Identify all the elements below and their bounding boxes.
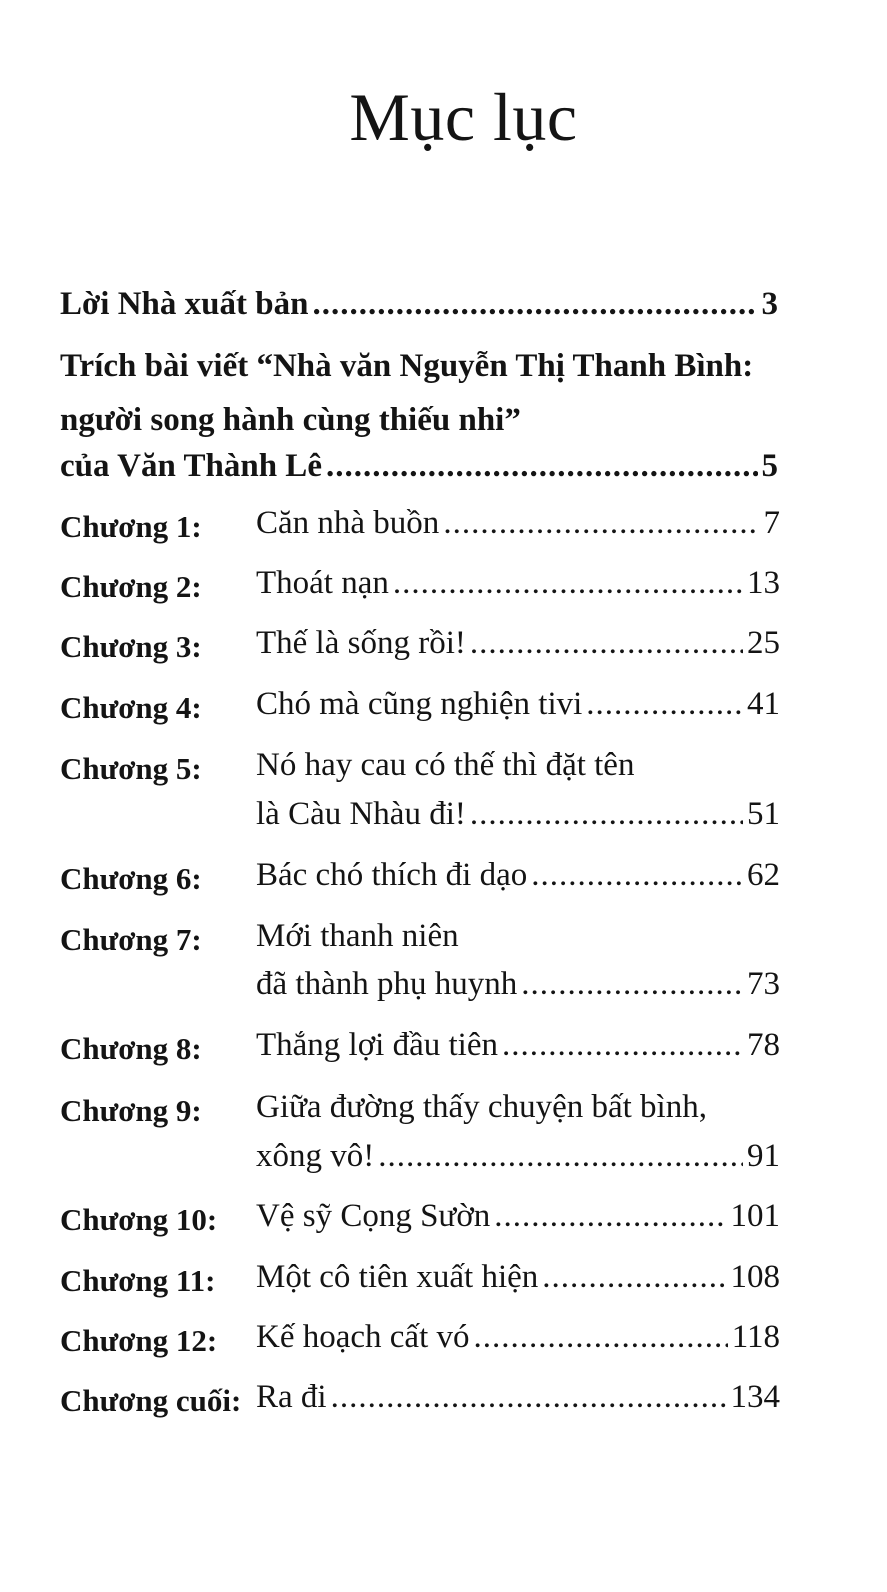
toc-entry-excerpt xyxy=(60,446,778,486)
chapter-title: Một cô tiên xuất hiện xyxy=(256,1259,539,1295)
toc-entry-chapter-7 xyxy=(256,964,780,1004)
chapter-label: Chương 11: xyxy=(60,1263,216,1298)
toc-page-number: 62 xyxy=(747,857,780,893)
dot-leader xyxy=(586,684,743,724)
toc-entry-excerpt-line2: người song hành cùng thiếu nhi” xyxy=(60,402,521,438)
chapter-title: Chó mà cũng nghiện tivi xyxy=(256,686,583,722)
dot-leader xyxy=(470,623,743,663)
toc-page-number: 118 xyxy=(731,1319,780,1355)
chapter-label: Chương 4: xyxy=(60,690,202,725)
toc-entry-chapter-final xyxy=(256,1377,780,1417)
toc-entry-chapter-3 xyxy=(256,623,780,663)
dot-leader xyxy=(393,563,743,603)
toc-page-number: 51 xyxy=(747,796,780,832)
chapter-label: Chương 3: xyxy=(60,629,202,664)
chapter-title: Căn nhà buồn xyxy=(256,505,440,541)
toc-entry-chapter-1 xyxy=(256,503,780,543)
page-title: Mục lục xyxy=(349,79,578,155)
chapter-title: Thắng lợi đầu tiên xyxy=(256,1027,498,1063)
toc-entry-chapter-11 xyxy=(256,1257,780,1297)
toc-page-number: 25 xyxy=(747,625,780,661)
toc-entry-chapter-6 xyxy=(256,855,780,895)
chapter-title-line1: Giữa đường thấy chuyện bất bình, xyxy=(256,1089,707,1125)
chapter-label: Chương 10: xyxy=(60,1202,218,1237)
dot-leader xyxy=(470,794,743,834)
toc-page-number: 41 xyxy=(747,686,780,722)
dot-leader xyxy=(443,503,759,543)
chapter-title-line1: Mới thanh niên xyxy=(256,918,459,954)
toc-page-number: 13 xyxy=(747,565,780,601)
toc-entry-title: của Văn Thành Lê xyxy=(60,448,322,484)
chapter-title-line1: Nó hay cau có thế thì đặt tên xyxy=(256,747,635,783)
chapter-label: Chương 6: xyxy=(60,861,202,896)
toc-page-number: 73 xyxy=(747,966,780,1002)
toc-page-number: 3 xyxy=(761,286,778,322)
toc-page-number: 134 xyxy=(730,1379,780,1415)
dot-leader xyxy=(312,284,757,324)
toc-entry-publisher-note xyxy=(60,284,778,324)
dot-leader xyxy=(331,1377,727,1417)
chapter-label: Chương 1: xyxy=(60,509,202,544)
chapter-title: Thoát nạn xyxy=(256,565,389,601)
toc-page-number: 5 xyxy=(761,448,778,484)
toc-entry-excerpt-line1: Trích bài viết “Nhà văn Nguyễn Thị Thanh Bình: xyxy=(60,348,754,384)
chapter-label: Chương 2: xyxy=(60,569,202,604)
toc-entry-chapter-10 xyxy=(256,1196,780,1236)
chapter-title: Thế là sống rồi! xyxy=(256,625,466,661)
toc-entry-chapter-9 xyxy=(256,1136,780,1176)
toc-page-number: 7 xyxy=(763,505,780,541)
chapter-label: Chương 7: xyxy=(60,922,202,957)
chapter-title: Kế hoạch cất vó xyxy=(256,1319,470,1355)
dot-leader xyxy=(542,1257,726,1297)
toc-page-number: 91 xyxy=(747,1138,780,1174)
chapter-title: Ra đi xyxy=(256,1379,327,1415)
dot-leader xyxy=(494,1196,726,1236)
dot-leader xyxy=(521,964,743,1004)
dot-leader xyxy=(378,1136,743,1176)
toc-entry-chapter-12 xyxy=(256,1317,780,1357)
chapter-title: Bác chó thích đi dạo xyxy=(256,857,528,893)
chapter-label: Chương 5: xyxy=(60,751,202,786)
chapter-title: Vệ sỹ Cọng Sườn xyxy=(256,1198,491,1234)
toc-entry-chapter-5 xyxy=(256,794,780,834)
dot-leader xyxy=(474,1317,728,1357)
chapter-label: Chương cuối: xyxy=(60,1383,242,1418)
dot-leader xyxy=(502,1025,743,1065)
chapter-title: đã thành phụ huynh xyxy=(256,966,518,1002)
toc-entry-chapter-2 xyxy=(256,563,780,603)
dot-leader xyxy=(326,446,758,486)
chapter-label: Chương 12: xyxy=(60,1323,218,1358)
toc-page-number: 78 xyxy=(747,1027,780,1063)
chapter-label: Chương 8: xyxy=(60,1031,202,1066)
toc-entry-chapter-8 xyxy=(256,1025,780,1065)
chapter-title: xông vô! xyxy=(256,1138,375,1174)
toc-entry-chapter-4 xyxy=(256,684,780,724)
chapter-title: là Càu Nhàu đi! xyxy=(256,796,466,832)
chapter-label: Chương 9: xyxy=(60,1093,202,1128)
toc-entry-title: Lời Nhà xuất bản xyxy=(60,286,309,322)
dot-leader xyxy=(531,855,743,895)
toc-page-number: 108 xyxy=(730,1259,780,1295)
toc-page-number: 101 xyxy=(730,1198,780,1234)
